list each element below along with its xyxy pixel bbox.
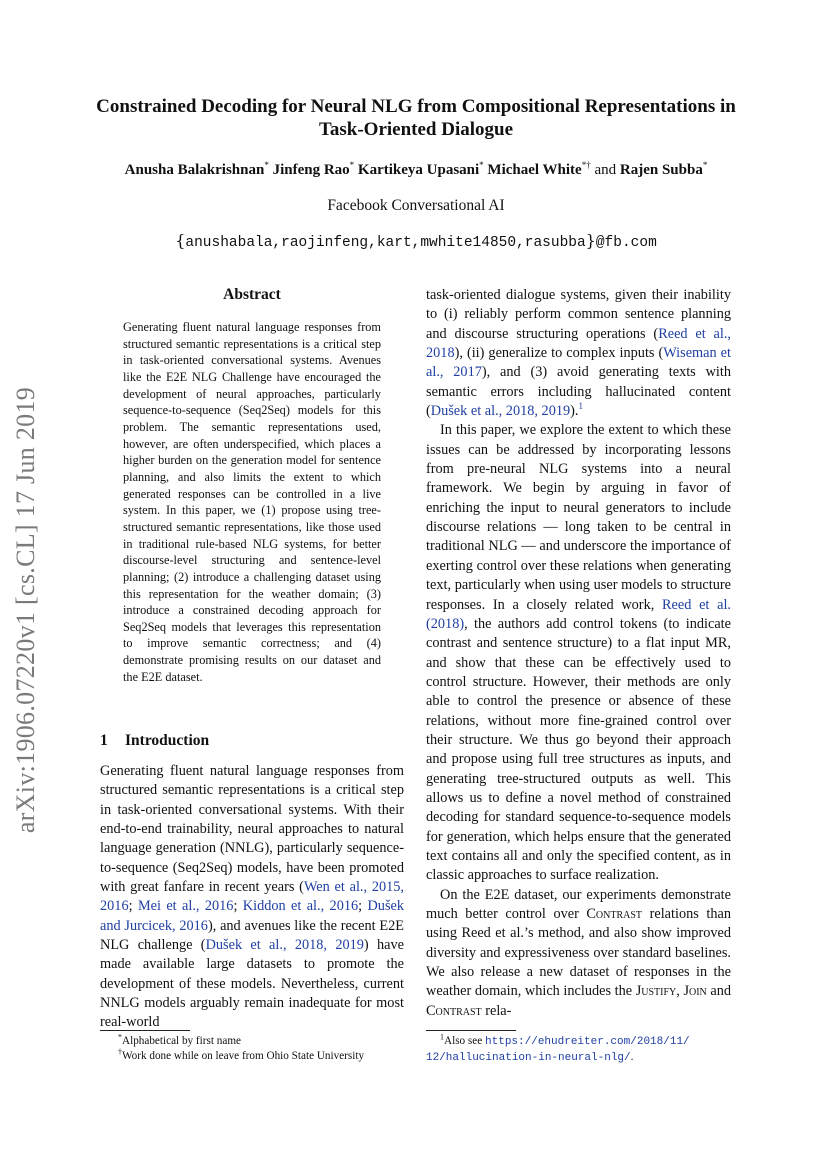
relation-name: Justify — [635, 983, 677, 1000]
paper-title: Constrained Decoding for Neural NLG from Compositional Representations in Task-Oriented Dialogue — [96, 96, 736, 140]
footnote-text: Work done while on leave from Ohio State University — [122, 1050, 365, 1062]
author-mark: * — [479, 160, 484, 170]
footnote-marker[interactable]: 1 — [578, 401, 583, 412]
body-text: ) have made available large datasets to promote the development of these models. Nevertheless, current NNLG models arguably remain inadequate for most real-world — [100, 937, 404, 1031]
footnote-end: . — [630, 1051, 634, 1063]
citation-link[interactable]: Wiseman et al., 2017 — [426, 345, 731, 381]
footnote-mark: 1 — [440, 1032, 444, 1042]
relation-name: Contrast — [586, 906, 643, 922]
arxiv-stamp — [6, 370, 46, 850]
footnote-url[interactable]: https://ehudreiter.com/2018/11/ — [485, 1036, 690, 1048]
footnote — [118, 1034, 408, 1049]
intro-paragraph — [426, 286, 731, 421]
section-number: 1 — [100, 732, 108, 749]
body-text: ; — [128, 898, 138, 915]
footnote-text: Also see — [444, 1035, 486, 1047]
author-mark: *† — [581, 160, 591, 170]
body-text: ), and (3) avoid generating texts with semantic errors including hallucinated content ( — [426, 364, 731, 420]
email-line — [60, 231, 772, 251]
email-domain: @fb.com — [595, 235, 657, 251]
email-brace-open: { — [175, 231, 186, 250]
citation-link[interactable]: Kiddon et al., 2016 — [242, 898, 359, 915]
body-text: In this paper, we explore the extent to which these issues can be addressed by incorporating lessons from pre-neural NLG systems into a neural framework. We begin by arguing in favor of enriching the input to neural generators to include discourse relations — long taken to be central in traditional NLG — and underscore the importance of exerting control over these relations when generating text, particularly when using user models to structure responses. In a closely related work, — [426, 422, 731, 613]
relation-name: Join — [683, 983, 707, 1000]
citation-link[interactable]: Mei et al., 2016 — [137, 898, 234, 915]
body-text: task-oriented dialogue systems, given their inability to (i) reliably perform common sentence planning and discourse structuring operations ( — [426, 287, 731, 342]
left-column-body — [100, 762, 404, 1033]
abstract-heading: Abstract — [223, 286, 281, 303]
footnote — [118, 1049, 408, 1064]
body-text: , the authors add control tokens (to indicate contrast and sentence structure) to a flat input MR, and show that these can be effectively used to control structure. However, their methods are only able to control the presence or absence of these relations, without more fine-grained control over their structure. We thus go beyond their approach and propose using full tree structures as inputs, and generating tree-structured outputs as well. This allows us to define a novel method of constrained decoding for standard sequence-to-sequence models for generation, which helps ensure that the generated text contains all and only the specified content, as in classic approaches to surface realization. — [426, 615, 731, 884]
email-brace-close: } — [585, 231, 596, 250]
citation-link[interactable]: Dušek et al., 2018, 2019 — [430, 403, 571, 420]
author-name: Anusha Balakrishnan — [124, 162, 265, 178]
body-text: ), (ii) generalize to complex inputs ( — [454, 345, 664, 362]
footnotes-right — [426, 1034, 732, 1066]
footnotes-left — [118, 1034, 408, 1064]
intro-paragraph — [426, 886, 731, 1021]
relation-name: Contrast — [426, 1002, 482, 1019]
author-mark: * — [264, 160, 269, 170]
body-text: , — [676, 983, 684, 1000]
footnote-mark: † — [118, 1047, 122, 1057]
affiliation: Facebook Conversational AI — [327, 197, 505, 214]
citation-link[interactable]: Dušek et al., 2018, 2019 — [205, 937, 364, 954]
citation-link[interactable]: Reed et al. (2018) — [426, 596, 731, 632]
body-text: On the E2E dataset, our experiments demonstrate much better control over — [426, 886, 731, 922]
author-name: Michael White — [487, 162, 582, 178]
intro-paragraph — [100, 762, 404, 1033]
right-column-body — [426, 286, 731, 1021]
author-list — [60, 160, 772, 179]
footnote-url[interactable]: 12/hallucination-in-neural-nlg/ — [426, 1052, 631, 1064]
author-name: Kartikeya Upasani — [357, 162, 480, 178]
body-text: and — [706, 983, 732, 1000]
body-text: ), and avenues like the recent E2E NLG challenge ( — [100, 917, 404, 954]
footnote-divider — [100, 1030, 190, 1031]
section-title: Introduction — [125, 732, 210, 749]
author-and: and — [594, 162, 617, 178]
citation-link[interactable]: Reed et al., 2018 — [426, 325, 731, 362]
footnote-divider — [426, 1030, 516, 1031]
author-mark: * — [702, 160, 708, 170]
body-text: ; — [233, 898, 243, 915]
email-names: anushabala,raojinfeng,kart,mwhite14850,rasubba — [185, 235, 586, 251]
body-text: ). — [570, 403, 579, 420]
author-name: Rajen Subba — [619, 162, 703, 178]
section-heading — [100, 732, 209, 750]
citation-link[interactable]: Wen et al., 2015, 2016 — [100, 879, 404, 915]
citation-link[interactable]: Dušek and Jurcicek, 2016 — [100, 898, 405, 934]
author-name: Jinfeng Rao — [272, 162, 350, 178]
footnote-text: Alphabetical by first name — [122, 1035, 241, 1047]
body-text: rela- — [481, 1002, 512, 1019]
footnote-mark: * — [118, 1032, 122, 1042]
abstract-text: Generating fluent natural language responses from structured semantic representations is a critical step in task-oriented conversational systems. Avenues like the E2E NLG Challenge have encouraged the development of neural approaches, particularly sequence-to-sequence (Seq2Seq) models for this problem. The semantic representations used, however, are often underspecified, which places a higher burden on the generation model for sentence planning, and also limits the extent to which generated responses can be controlled in a live system. In this paper, we (1) propose using tree-structured semantic representations, like those used in traditional rule-based NLG systems, for better discourse-level structuring and sentence-level planning; (2) introduce a challenging dataset using this representation for the weather domain; (3) introduce a constrained decoding approach for Seq2Seq models that leverages this representation to improve semantic correctness; and (4) demonstrate promising results on our dataset and the E2E dataset. — [123, 320, 381, 684]
body-text: relations than using Reed et al.’s method, and also show improved diversity and expressiveness over standard baselines. We also release a new dataset of responses in the weather domain, which includes the — [426, 906, 731, 1000]
arxiv-id: arXiv:1906.07220v1 [cs.CL] 17 Jun 2019 — [11, 386, 40, 834]
intro-paragraph — [426, 421, 731, 885]
body-text: ; — [358, 898, 368, 915]
author-mark: * — [349, 160, 355, 170]
body-text: Generating fluent natural language responses from structured semantic representations is a critical step in task-oriented conversational systems. With their end-to-end trainability, neural approaches to natural language generation (NNLG), particularly sequence-to-sequence (Seq2Seq) models, have been promoted with great fanfare in recent years ( — [100, 763, 404, 896]
